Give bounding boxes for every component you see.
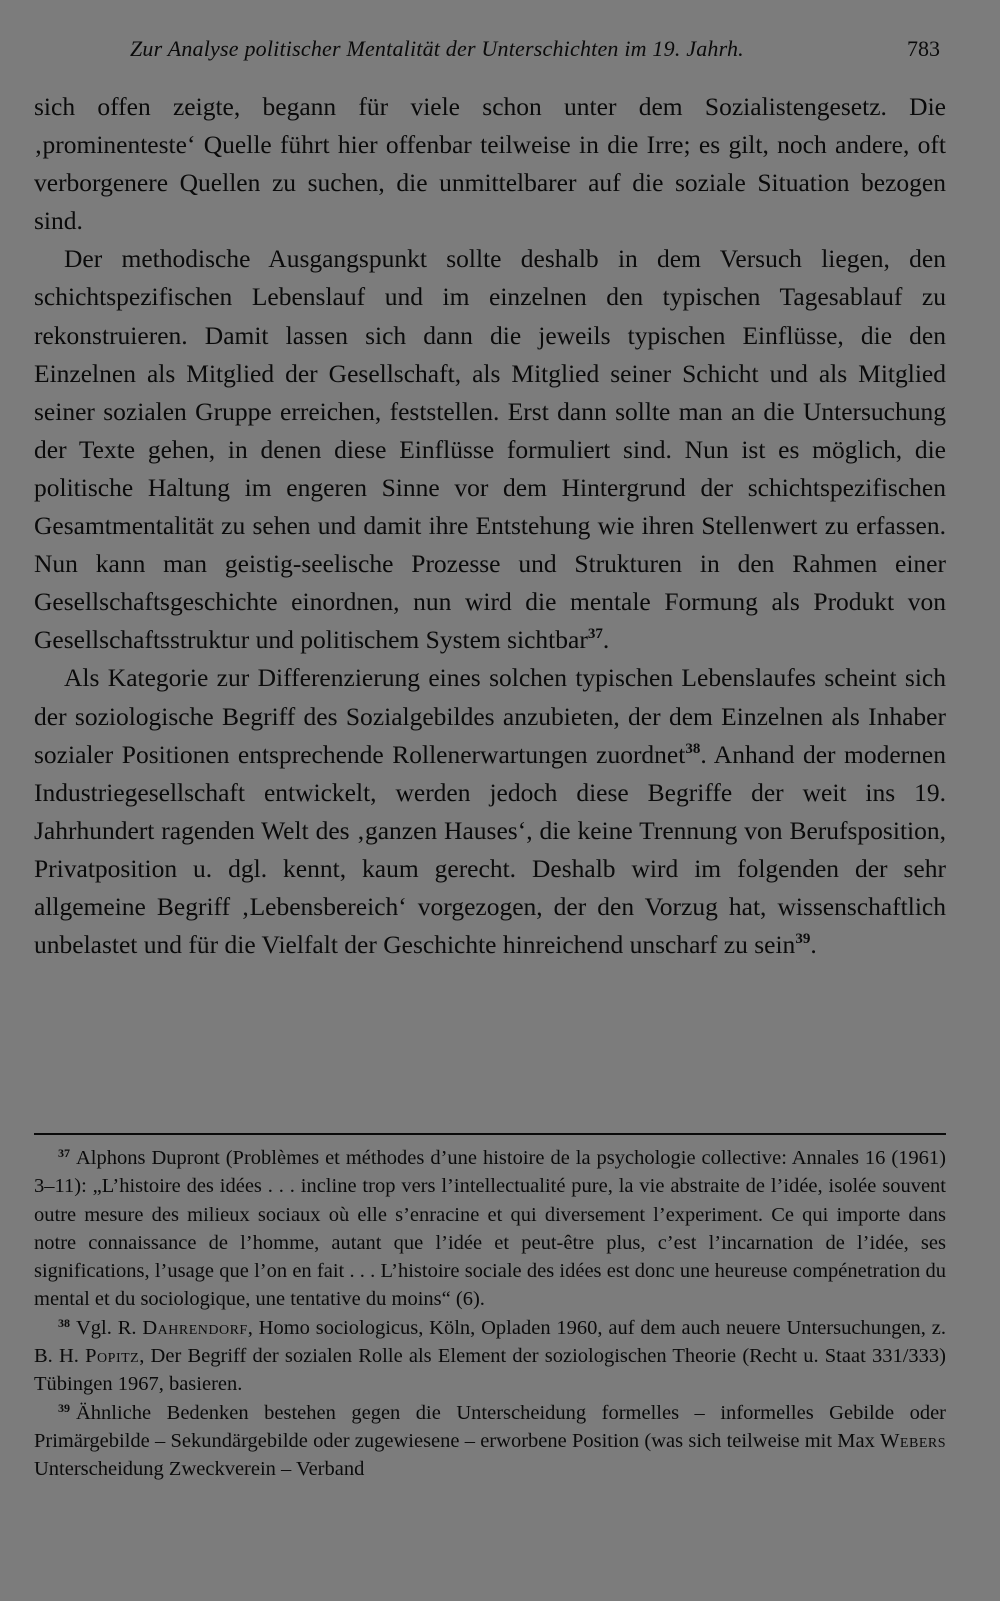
footnote-text: Unterscheidung Zweckverein – Verband xyxy=(34,1458,365,1481)
footnote-separator xyxy=(34,1133,946,1135)
footnote-reference[interactable]: 37 xyxy=(587,626,603,643)
paragraph-end: . xyxy=(810,930,817,960)
paragraph-end: . xyxy=(602,625,610,655)
footnote-39 xyxy=(34,1399,946,1484)
footnotes xyxy=(34,1144,946,1484)
footnote-37 xyxy=(34,1144,946,1314)
page-number: 783 xyxy=(907,36,940,61)
paragraph xyxy=(34,240,946,659)
running-title: Zur Analyse politischer Mentalität der Unterschichten im 19. Jahrh. xyxy=(130,36,744,61)
paragraph xyxy=(34,659,946,964)
footnote-reference[interactable]: 38 xyxy=(685,740,701,757)
main-text xyxy=(34,88,946,964)
footnote-text: , Homo sociologicus, Köln, Opladen 1960, auf dem auch neuere Untersuchungen, z. B. H. xyxy=(34,1316,946,1368)
footnote-38 xyxy=(34,1314,946,1399)
paragraph-continued xyxy=(34,88,946,240)
footnote-number: 39 xyxy=(58,1400,70,1415)
footnote-number: 38 xyxy=(58,1315,70,1330)
running-header xyxy=(34,36,946,66)
author-name: Webers xyxy=(880,1429,946,1452)
paragraph-text: . Anhand der modernen Industriegesellschaft entwickelt, werden jedoch diese Begriffe der weit ins 19. Jahrhundert ragenden Welt des ‚ganzen Hauses‘, die keine Trennung von Berufsposition, Privatposition u. dgl. kennt, kaum gerecht. Deshalb wird im folgenden der sehr allgemeine Begriff ‚Lebensbereich‘ vorgezogen, der den Vorzug hat, wissenschaftlich unbelastet und für die Vielfalt der Geschichte hinreichend unscharf zu sein xyxy=(34,739,946,960)
paragraph-text: Der methodische Ausgangspunkt sollte deshalb in dem Versuch liegen, den schichtspezifischen Lebenslauf und im einzelnen den typischen Tagesablauf zu rekonstruieren. Damit lassen sich dann die jeweils typischen Einflüsse, die den Einzelnen als Mitglied der Gesellschaft, als Mitglied seiner Schicht und als Mitglied seiner sozialen Gruppe erreichen, feststellen. Erst dann sollte man an die Untersuchung der Texte gehen, in denen diese Einflüsse formuliert sind. Nun ist es möglich, die politische Haltung im engeren Sinne vor dem Hintergrund der schichtspezifischen Gesamtmentalität zu sehen und damit ihre Entstehung wie ihren Stellenwert zu erfassen. Nun kann man geistig-seelische Prozesse und Strukturen in den Rahmen einer Gesellschaftsgeschichte einordnen, nun wird die mentale Formung als Produkt von Gesellschaftsstruktur und politischem System sichtbar xyxy=(34,244,946,655)
author-name: Popitz xyxy=(85,1345,140,1368)
footnote-text: , Der Begriff der sozialen Rolle als Element der soziologischen Theorie (Recht u. Staat 331/333) Tübingen 1967, basieren. xyxy=(34,1345,946,1396)
paragraph-text: Als Kategorie zur Differenzierung eines solchen typischen Lebenslaufes scheint sich der soziologische Begriff des Sozialgebildes anzubieten, der dem Einzelnen als Inhaber sozialer Positionen entsprechende Rollenerwartungen zuordnet xyxy=(34,663,946,769)
paragraph-text: sich offen zeigte, begann für viele schon unter dem Sozialistengesetz. Die ‚prominenteste‘ Quelle führt hier offenbar teilweise in die Irre; es gilt, noch andere, oft verborgenere Quellen zu suchen, die unmittelbarer auf die soziale Situation bezogen sind. xyxy=(34,92,946,236)
footnote-text: Alphons Dupront (Problèmes et méthodes d’une histoire de la psychologie collective: Annales 16 (1961) 3–11): „L’histoire des idées . . . incline trop vers l’intellectualité pure, la vie abstraite de l’idée, isolée souvent outre mesure des milieux sociaux où elle s’enracine et qui diversement l’experiment. Ce qui importe dans notre connaissance de l’homme, autant que l’idée et peut-être plus, c’est l’incarnation de l’idée, ses significations, l’usage que l’on en fait . . . L’histoire sociale des idées est donc une heureuse compénetration du mental et du sociologique, une tentative du moins“ (6). xyxy=(34,1147,946,1311)
footnote-number: 37 xyxy=(58,1146,70,1160)
footnote-text: Vgl. R. xyxy=(76,1316,143,1339)
book-page xyxy=(34,0,946,1601)
author-name: Dahrendorf xyxy=(142,1316,248,1339)
footnote-reference[interactable]: 39 xyxy=(795,931,811,948)
footnote-text: Ähnliche Bedenken bestehen gegen die Unterscheidung formelles – informelles Gebilde oder Primärgebilde – Sekundärgebilde oder zugewiesene – erworbene Position (was sich teilweise mit Max xyxy=(34,1401,946,1452)
